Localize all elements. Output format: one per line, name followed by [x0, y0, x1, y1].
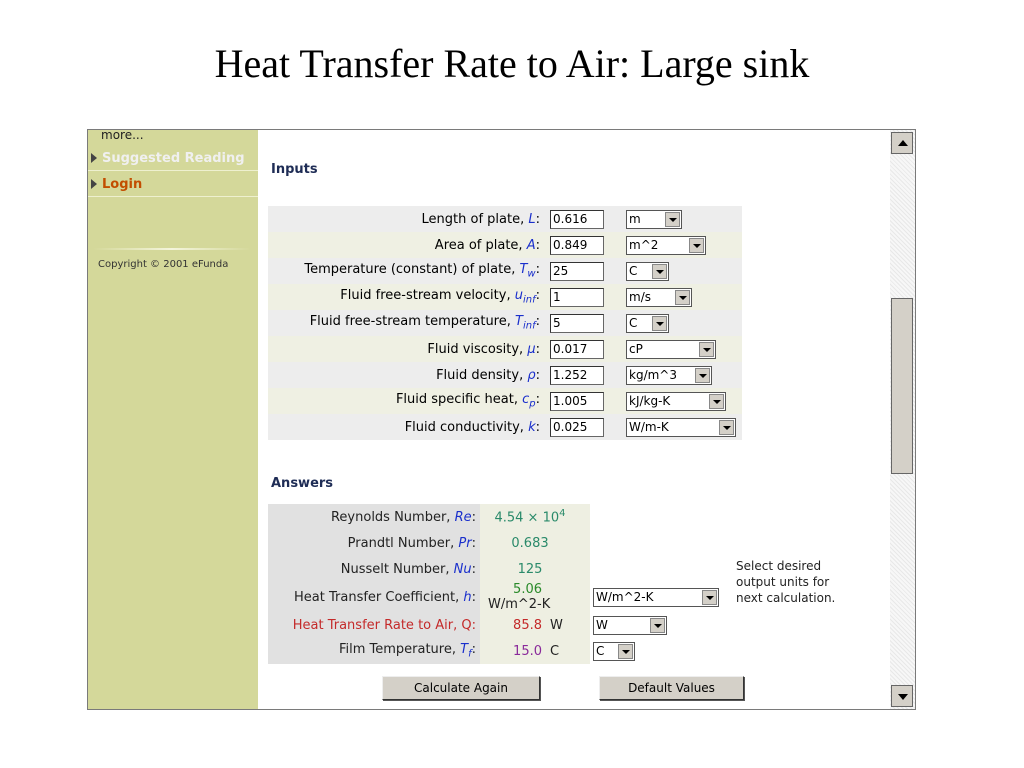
- input-label: Temperature (constant) of plate, $T_w$:: [268, 258, 544, 284]
- input-unit-cell: [618, 232, 742, 258]
- variable-symbol: Pr: [458, 535, 472, 551]
- answer-value: [480, 582, 542, 597]
- chevron-down-icon[interactable]: [652, 264, 667, 279]
- answer-unit: W/m^2-K: [488, 597, 551, 612]
- answer-exponent: 4: [559, 508, 566, 520]
- calculate-again-button[interactable]: Calculate Again: [382, 676, 540, 700]
- answer-row: [268, 556, 721, 582]
- variable-symbol: ρ: [527, 367, 536, 383]
- input-value-field[interactable]: 25: [550, 262, 604, 281]
- variable-subscript: inf: [522, 294, 536, 306]
- unit-select-value: W: [596, 617, 608, 632]
- input-value-field[interactable]: 1.005: [550, 392, 604, 411]
- unit-select[interactable]: [626, 340, 716, 359]
- input-label-text: Fluid density,: [436, 367, 528, 383]
- variable-symbol: Re: [454, 509, 472, 525]
- units-note: [736, 558, 835, 606]
- answer-unit-cell: [590, 582, 721, 612]
- units-note-line: Select desired: [736, 559, 822, 573]
- unit-select-value: kg/m^3: [629, 367, 677, 382]
- input-unit-cell: [618, 414, 742, 440]
- answer-unit: W: [550, 617, 563, 633]
- input-label: Fluid density, ρ:: [268, 362, 544, 388]
- units-note-line: next calculation.: [736, 591, 836, 605]
- answer-label: Film Temperature, $T_f$:: [268, 638, 480, 664]
- input-row: [268, 362, 742, 388]
- answer-value-text: 0.683: [511, 535, 549, 551]
- answer-value-cell: [480, 612, 590, 638]
- unit-select-value: cP: [629, 341, 643, 356]
- answer-value-cell: [480, 638, 590, 664]
- chevron-down-icon[interactable]: [709, 394, 724, 409]
- input-unit-cell: [618, 310, 742, 336]
- answer-row: [268, 504, 721, 530]
- input-label: Fluid free-stream temperature, $T_{inf}$:: [268, 310, 544, 336]
- input-value-field[interactable]: 1: [550, 288, 604, 307]
- variable-symbol: μ: [527, 341, 536, 357]
- browser-frame: [87, 129, 916, 710]
- unit-select-value: m^2: [629, 237, 659, 252]
- unit-select-value: C: [629, 315, 638, 330]
- variable-symbol: T: [460, 642, 469, 658]
- answers-table: [268, 504, 721, 664]
- unit-select[interactable]: [626, 288, 692, 307]
- answer-value: [480, 618, 542, 633]
- input-value-field[interactable]: 0.616: [550, 210, 604, 229]
- input-unit-cell: [618, 336, 742, 362]
- input-label-text: Length of plate,: [421, 211, 529, 227]
- input-row: [268, 206, 742, 232]
- variable-symbol: Nu: [453, 561, 472, 577]
- answer-label-text: Prandtl Number,: [347, 535, 459, 551]
- input-label-text: Fluid conductivity,: [404, 419, 529, 435]
- input-row: [268, 414, 742, 440]
- input-value-cell: [544, 336, 618, 362]
- answer-value: [480, 562, 580, 577]
- input-value-cell: [544, 284, 618, 310]
- input-label: Area of plate, A:: [268, 232, 544, 258]
- variable-subscript: w: [527, 268, 536, 280]
- arrow-icon: [91, 153, 97, 163]
- variable-symbol: c: [522, 392, 530, 408]
- input-value-field[interactable]: 0.849: [550, 236, 604, 255]
- slide-title: Heat Transfer Rate to Air: Large sink: [214, 41, 810, 86]
- input-value-field[interactable]: 5: [550, 314, 604, 333]
- input-label: Fluid free-stream velocity, $u_{inf}$:: [268, 284, 544, 310]
- answer-unit: C: [550, 643, 560, 659]
- chevron-down-icon[interactable]: [618, 644, 633, 659]
- input-label: Length of plate, L:: [268, 206, 544, 232]
- input-label: Fluid viscosity, μ:: [268, 336, 544, 362]
- unit-select-value: m/s: [629, 289, 651, 304]
- answer-value-text: 4.54 × 10: [494, 510, 560, 526]
- variable-symbol: T: [515, 314, 523, 330]
- unit-select-value: kJ/kg-K: [629, 393, 671, 408]
- chevron-down-icon[interactable]: [665, 212, 680, 227]
- sidebar-item-login[interactable]: [88, 172, 258, 197]
- answer-label-text: Film Temperature,: [338, 642, 461, 658]
- input-label-text: Fluid specific heat,: [395, 392, 523, 408]
- variable-symbol: A: [526, 237, 536, 253]
- input-unit-cell: [618, 362, 742, 388]
- answers-heading: Answers: [271, 476, 334, 491]
- answer-row: [268, 530, 721, 556]
- input-row: [268, 388, 742, 414]
- scroll-up-icon[interactable]: [891, 132, 913, 154]
- input-value-field[interactable]: 1.252: [550, 366, 604, 385]
- answer-row: [268, 638, 721, 664]
- scroll-down-icon[interactable]: [891, 685, 913, 707]
- variable-subscript: f: [468, 648, 472, 660]
- input-value-cell: [544, 310, 618, 336]
- variable-symbol: u: [514, 288, 523, 304]
- answer-value-text: 125: [517, 561, 543, 577]
- answer-label: Reynolds Number, Re:: [268, 504, 480, 530]
- sidebar-divider: [93, 248, 251, 250]
- chevron-down-icon[interactable]: [689, 238, 704, 253]
- answer-label-text: Heat Transfer Coefficient,: [294, 589, 464, 605]
- unit-select[interactable]: [626, 392, 726, 411]
- answer-value-cell: [480, 504, 590, 530]
- unit-select[interactable]: [626, 236, 706, 255]
- scroll-thumb[interactable]: [891, 298, 913, 474]
- answer-value: [480, 508, 580, 525]
- input-row: [268, 336, 742, 362]
- chevron-down-icon[interactable]: [695, 368, 710, 383]
- answer-label-text: Nusselt Number,: [340, 561, 454, 577]
- output-unit-select[interactable]: [593, 642, 635, 661]
- variable-symbol: k: [528, 419, 536, 435]
- chevron-down-icon[interactable]: [719, 420, 734, 435]
- answer-row: [268, 612, 721, 638]
- answer-value-cell: [480, 556, 590, 582]
- input-unit-cell: [618, 284, 742, 310]
- sidebar: [88, 130, 258, 709]
- answer-unit-cell: [590, 638, 721, 664]
- input-unit-cell: [618, 388, 742, 414]
- input-label-text: Area of plate,: [434, 237, 527, 253]
- input-value-cell: [544, 206, 618, 232]
- chevron-down-icon[interactable]: [699, 342, 714, 357]
- output-unit-select[interactable]: [593, 588, 719, 607]
- answer-label: Heat Transfer Rate to Air, Q:: [268, 612, 480, 638]
- unit-select[interactable]: [626, 210, 682, 229]
- vertical-scrollbar[interactable]: [890, 130, 915, 709]
- chevron-down-icon[interactable]: [652, 316, 667, 331]
- unit-select[interactable]: [626, 418, 736, 437]
- answer-value-text: 15.0: [513, 643, 542, 659]
- input-unit-cell: [618, 206, 742, 232]
- answer-value: [480, 536, 580, 551]
- variable-subscript: p: [529, 398, 536, 410]
- unit-select-value: m: [629, 211, 641, 226]
- variable-symbol: h: [463, 589, 472, 605]
- answer-unit-cell: [590, 530, 721, 556]
- input-value-field[interactable]: 0.017: [550, 340, 604, 359]
- sidebar-item-label: Login: [102, 177, 143, 192]
- input-label: Fluid specific heat, $c_p$:: [268, 388, 544, 414]
- input-label: Fluid conductivity, k:: [268, 414, 544, 440]
- answer-label: Prandtl Number, Pr:: [268, 530, 480, 556]
- inputs-table: [268, 206, 742, 440]
- input-value-cell: [544, 362, 618, 388]
- answer-label-text: Reynolds Number,: [330, 509, 455, 525]
- chevron-down-icon[interactable]: [702, 590, 717, 605]
- sidebar-item-suggested-reading[interactable]: [88, 146, 258, 171]
- unit-select-value: W/m-K: [629, 419, 669, 434]
- input-label-text: Fluid free-stream temperature,: [309, 314, 516, 330]
- variable-symbol: T: [519, 262, 528, 278]
- chevron-down-icon[interactable]: [675, 290, 690, 305]
- input-label-text: Fluid free-stream velocity,: [340, 288, 515, 304]
- input-row: [268, 310, 742, 336]
- unit-select[interactable]: [626, 262, 669, 281]
- answer-label: Heat Transfer Coefficient, h:: [268, 582, 480, 612]
- input-unit-cell: [618, 258, 742, 284]
- unit-select[interactable]: [626, 314, 669, 333]
- answer-row: [268, 582, 721, 612]
- input-value-cell: [544, 388, 618, 414]
- answer-unit-cell: [590, 504, 721, 530]
- variable-symbol: L: [528, 211, 536, 227]
- copyright-text: Copyright © 2001 eFunda: [98, 259, 229, 270]
- answer-value-cell: [480, 530, 590, 556]
- unit-select-value: C: [629, 263, 638, 278]
- input-value-cell: [544, 258, 618, 284]
- sidebar-more-link[interactable]: more...: [101, 129, 144, 142]
- answer-label: Nusselt Number, Nu:: [268, 556, 480, 582]
- default-values-button[interactable]: Default Values: [599, 676, 744, 700]
- answer-value-text: 5.06: [513, 582, 542, 597]
- units-note-line: output units for: [736, 575, 830, 589]
- answer-value-cell: [480, 582, 590, 612]
- output-unit-select[interactable]: [593, 616, 667, 635]
- answer-unit-cell: [590, 556, 721, 582]
- input-value-field[interactable]: 0.025: [550, 418, 604, 437]
- unit-select-value: W/m^2-K: [596, 589, 654, 604]
- input-row: [268, 284, 742, 310]
- unit-select-value: C: [596, 643, 605, 658]
- answer-value-text: 85.8: [513, 617, 542, 633]
- unit-select[interactable]: [626, 366, 712, 385]
- input-label-text: Fluid viscosity,: [427, 341, 528, 357]
- inputs-heading: Inputs: [271, 162, 318, 177]
- input-value-cell: [544, 232, 618, 258]
- input-value-cell: [544, 414, 618, 440]
- sidebar-item-label: Suggested Reading: [102, 151, 245, 166]
- input-label-text: Temperature (constant) of plate,: [304, 262, 520, 278]
- answer-value: [480, 644, 542, 659]
- variable-subscript: inf: [522, 320, 536, 332]
- answer-unit-cell: [590, 612, 721, 638]
- input-row: [268, 232, 742, 258]
- arrow-icon: [91, 179, 97, 189]
- answer-label-text: Heat Transfer Rate to Air, Q: [292, 617, 472, 633]
- input-row: [268, 258, 742, 284]
- chevron-down-icon[interactable]: [650, 618, 665, 633]
